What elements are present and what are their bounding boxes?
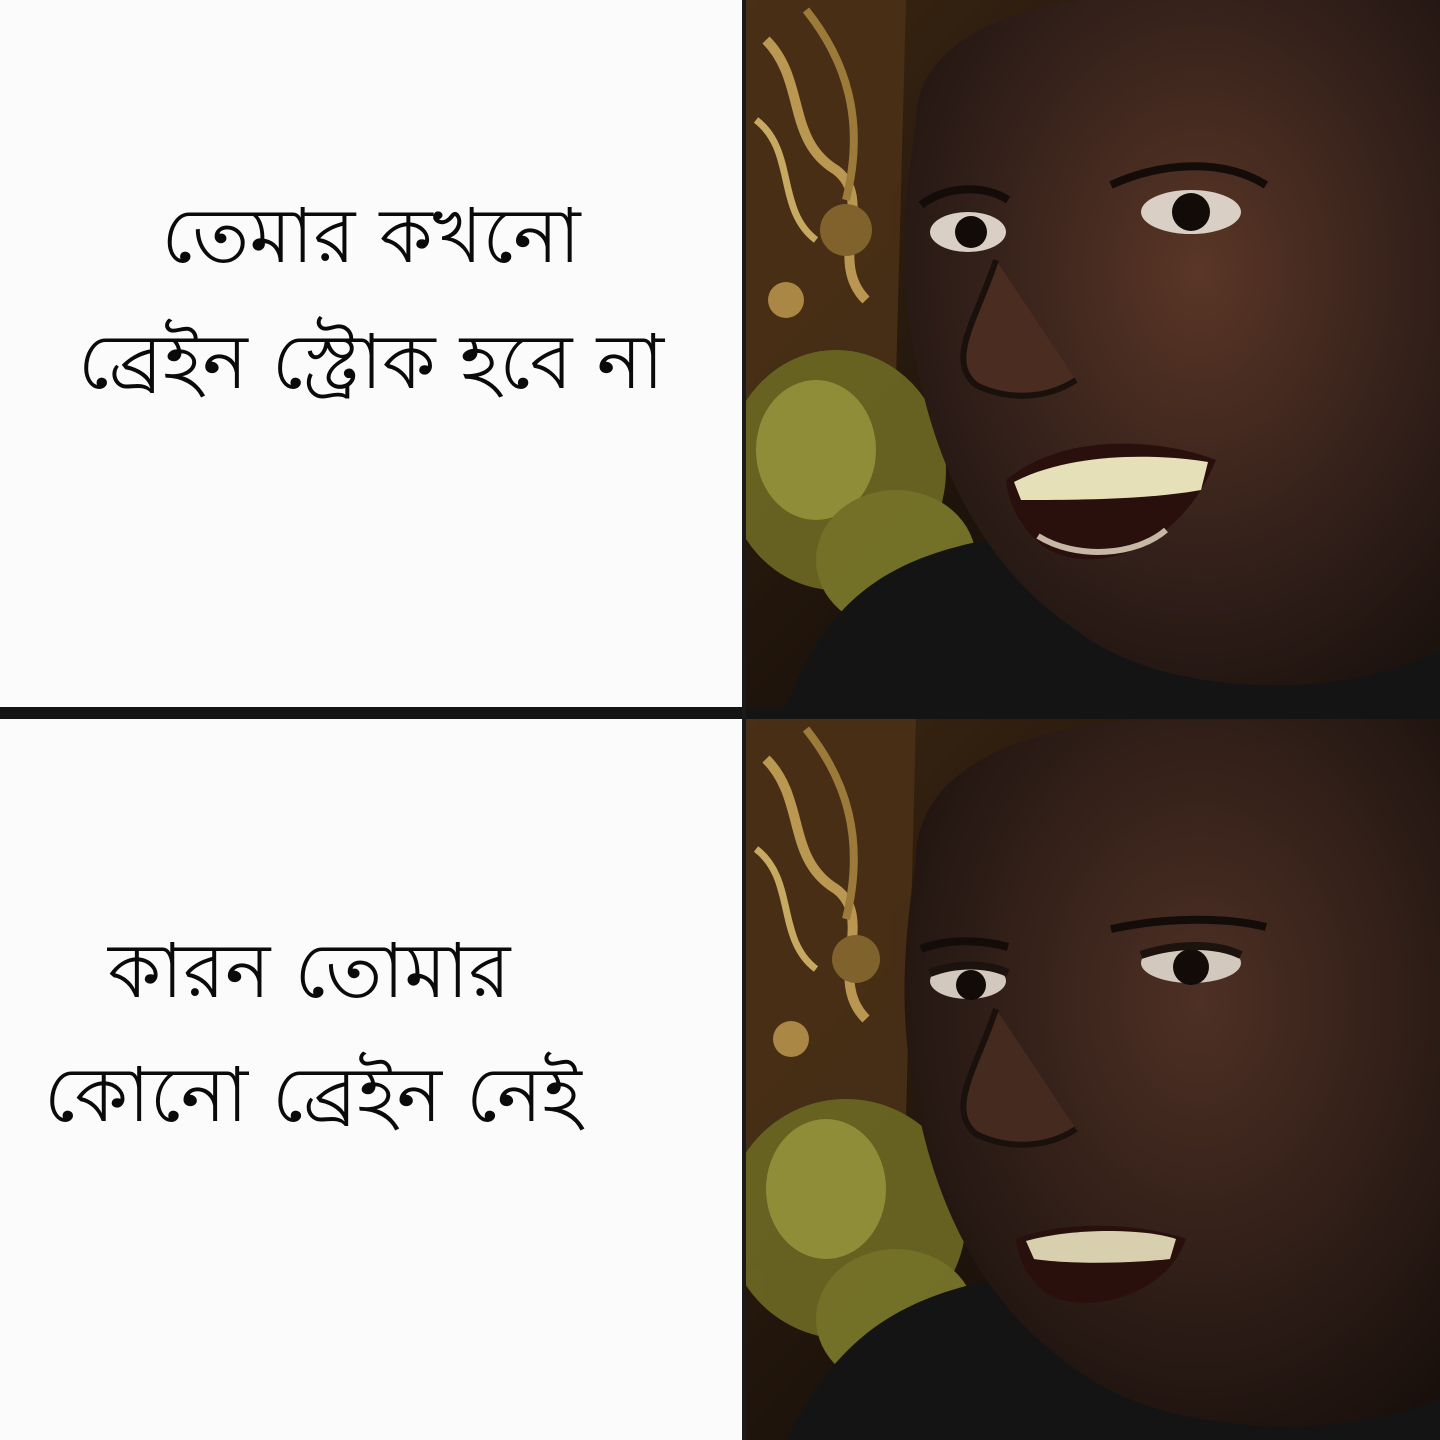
caption-area-bottom <box>0 719 742 1440</box>
disappointed-man-illustration <box>746 719 1440 1440</box>
smiling-man-illustration <box>746 0 1440 707</box>
reaction-photo-disappointed <box>746 719 1440 1440</box>
caption-top-line-1: তেমার কখনো <box>161 191 581 280</box>
reaction-photo-happy <box>746 0 1440 707</box>
panel-divider-vertical <box>742 0 746 1440</box>
panel-divider-horizontal <box>0 707 1440 719</box>
meme-panel-bottom <box>0 719 1440 1440</box>
caption-bottom-line-2: কোনো ব্রেইন নেই <box>44 1050 582 1139</box>
caption-top-line-2: ব্রেইন স্ট্রোক হবে না <box>77 317 665 406</box>
caption-area-top <box>0 0 742 707</box>
caption-bottom-line-1: কারন তোমার <box>108 926 511 1015</box>
meme-panel-top <box>0 0 1440 707</box>
